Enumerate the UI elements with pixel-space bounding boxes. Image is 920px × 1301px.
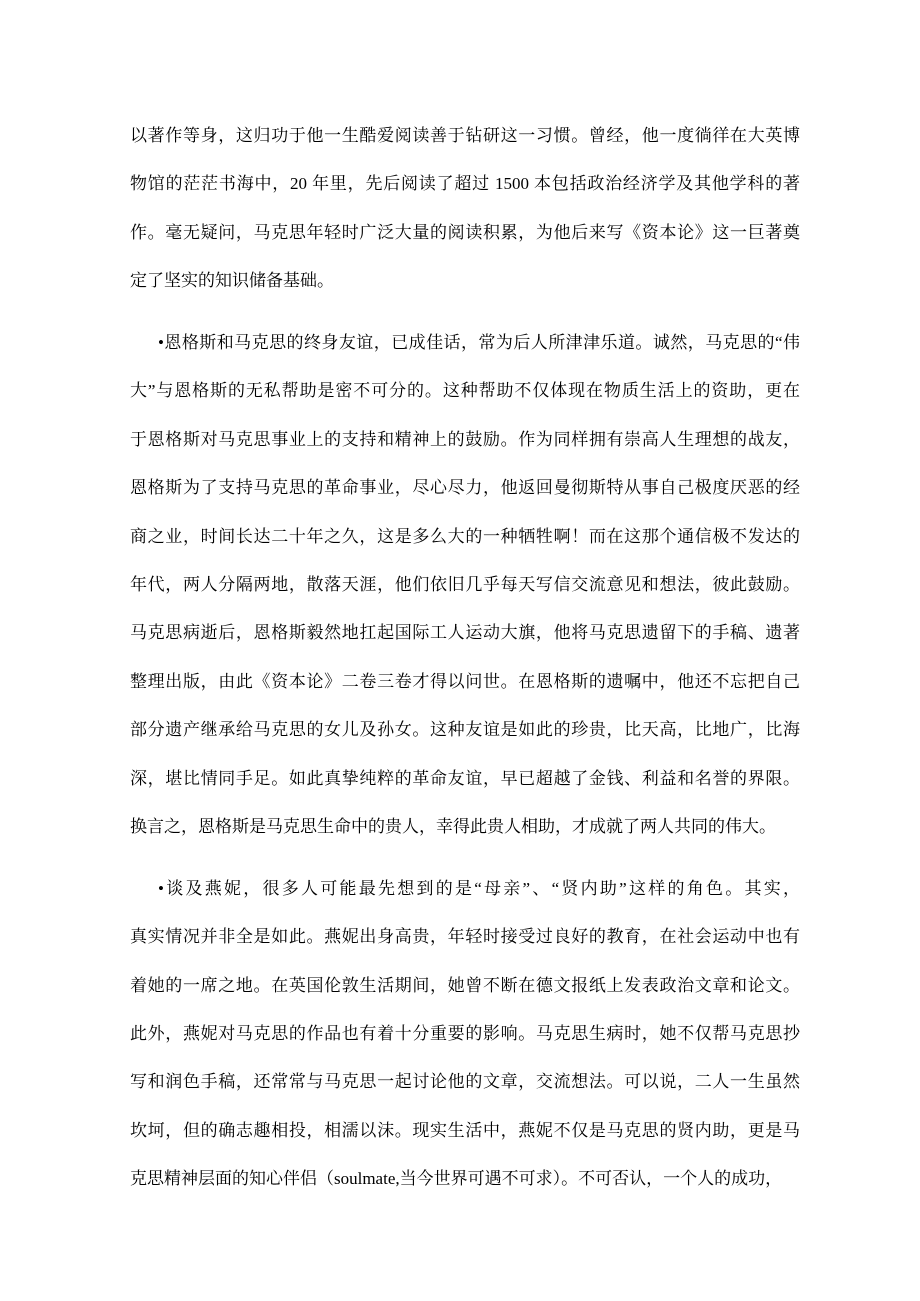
text-line: 作。毫无疑问，马克思年轻时广泛大量的阅读积累，为他后来写《资本论》这一巨著奠 [130,222,800,242]
text-line: •恩格斯和马克思的终身友谊，已成佳话，常为后人所津津乐道。诚然，马克思的“伟 [158,333,800,353]
text-line: 恩格斯为了支持马克思的革命事业，尽心尽力，他返回曼彻斯特从事自己极度厌恶的经 [130,478,800,498]
text-line: 马克思病逝后，恩格斯毅然地扛起国际工人运动大旗，他将马克思遗留下的手稿、遗著 [130,623,800,643]
paragraph [130,319,800,851]
text-line: 物馆的茫茫书海中，20 年里，先后阅读了超过 1500 本包括政治经济学及其他学科的著 [130,174,800,194]
text-line: 商之业，时间长达二十年之久，这是多么大的一种牺牲啊！而在这那个通信极不发达的 [130,526,800,546]
paragraph [130,865,800,1204]
text-line: 换言之，恩格斯是马克思生命中的贵人，幸得此贵人相助，才成就了两人共同的伟大。 [130,816,776,836]
text-line: 着她的一席之地。在英国伦敦生活期间，她曾不断在德文报纸上发表政治文章和论文。 [130,975,800,995]
text-line: 整理出版，由此《资本论》二卷三卷才得以问世。在恩格斯的遗嘱中，他还不忘把自己 [130,671,800,691]
text-line: 深，堪比情同手足。如此真挚纯粹的革命友谊，早已超越了金钱、利益和名誉的界限。 [130,768,800,788]
text-line: 此外，燕妮对马克思的作品也有着十分重要的影响。马克思生病时，她不仅帮马克思抄 [130,1024,800,1044]
text-line: 克思精神层面的知心伴侣（soulmate,当今世界可遇不可求）。不可否认，一个人的成功， [130,1169,783,1189]
text-line: 部分遗产继承给马克思的女儿及孙女。这种友谊是如此的珍贵，比天高，比地广，比海 [130,720,800,740]
document-text-block [130,112,800,1204]
text-line: 坎坷，但的确志趣相投，相濡以沫。现实生活中，燕妮不仅是马克思的贤内助，更是马 [130,1120,800,1140]
text-line: 写和润色手稿，还常常与马克思一起讨论他的文章，交流想法。可以说，二人一生虽然 [130,1072,800,1092]
text-line: 以著作等身，这归功于他一生酷爱阅读善于钻研这一习惯。曾经，他一度徜徉在大英博 [130,126,800,145]
text-line: 定了坚实的知识储备基础。 [130,271,334,291]
text-line: 大”与恩格斯的无私帮助是密不可分的。这种帮助不仅体现在物质生活上的资助，更在 [130,381,800,401]
text-line: 于恩格斯对马克思事业上的支持和精神上的鼓励。作为同样拥有崇高人生理想的战友， [130,429,800,449]
text-line: 年代，两人分隔两地，散落天涯，他们依旧几乎每天写信交流意见和想法，彼此鼓励。 [130,575,800,595]
text-line: 真实情况并非全是如此。燕妮出身高贵，年轻时接受过良好的教育，在社会运动中也有 [130,927,800,947]
paragraph [130,112,800,306]
text-line: •谈及燕妮，很多人可能最先想到的是“母亲”、“贤内助”这样的角色。其实， [158,878,800,898]
